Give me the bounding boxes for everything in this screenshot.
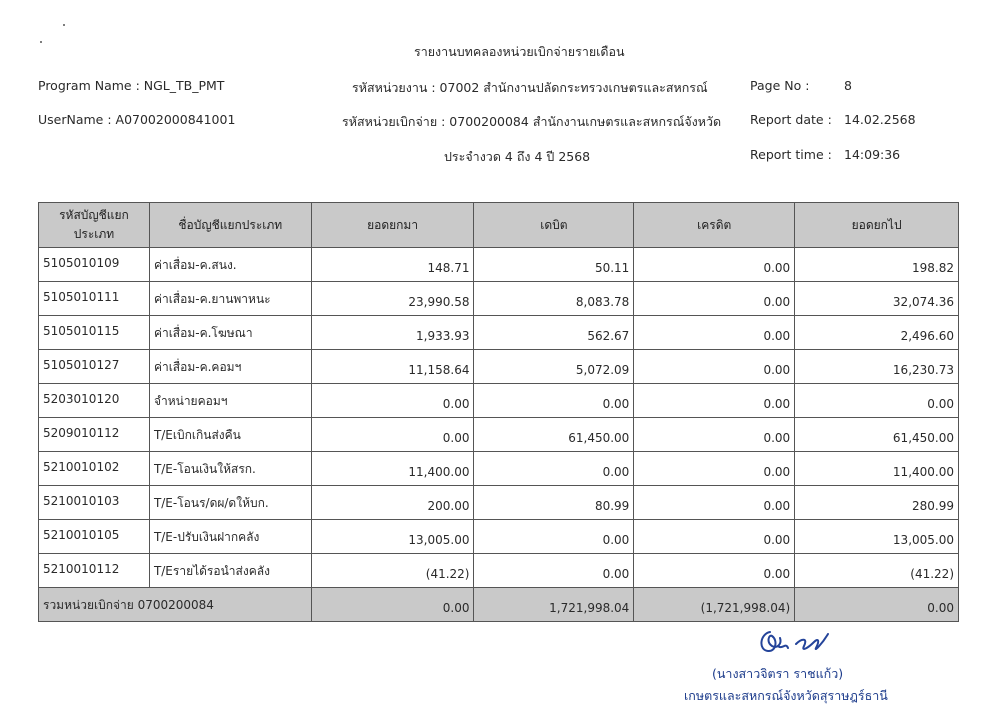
debit: 0.00 xyxy=(474,452,634,486)
table-row xyxy=(39,486,959,520)
account-code: 5210010102 xyxy=(39,452,150,486)
debit: 0.00 xyxy=(474,554,634,588)
handwritten-signature xyxy=(752,624,832,660)
account-name: ค่าเสื่อม-ค.โฆษณา xyxy=(149,316,311,350)
table-row xyxy=(39,520,959,554)
header-account-name: ชื่อบัญชีแยกประเภท xyxy=(149,203,311,248)
carried-forward: 16,230.73 xyxy=(795,350,959,384)
total-label: รวมหน่วยเบิกจ่าย 0700200084 xyxy=(39,588,312,622)
brought-forward: 200.00 xyxy=(311,486,474,520)
date-value: 14.02.2568 xyxy=(844,112,916,127)
table-row xyxy=(39,316,959,350)
credit: 0.00 xyxy=(634,282,795,316)
period-line: ประจำงวด 4 ถึง 4 ปี 2568 xyxy=(444,149,591,164)
total-carried-forward: 0.00 xyxy=(795,588,959,622)
username: UserName : A07002000841001 xyxy=(38,112,236,127)
carried-forward: 13,005.00 xyxy=(795,520,959,554)
account-name: จำหน่ายคอมฯ xyxy=(149,384,311,418)
credit: 0.00 xyxy=(634,350,795,384)
brought-forward: 148.71 xyxy=(311,248,474,282)
header-debit: เดบิต xyxy=(474,203,634,248)
credit: 0.00 xyxy=(634,554,795,588)
brought-forward: 0.00 xyxy=(311,418,474,452)
debit: 5,072.09 xyxy=(474,350,634,384)
account-code: 5203010120 xyxy=(39,384,150,418)
program-name: Program Name : NGL_TB_PMT xyxy=(38,78,225,93)
credit: 0.00 xyxy=(634,418,795,452)
header-account-code: รหัสบัญชีแยกประเภท xyxy=(39,203,150,248)
disbursing-line: รหัสหน่วยเบิกจ่าย : 0700200084 สำนักงานเกษตรและสหกรณ์จังหวัด xyxy=(342,114,722,129)
time-label: Report time : xyxy=(750,147,832,162)
brought-forward: 11,400.00 xyxy=(311,452,474,486)
account-code: 5105010115 xyxy=(39,316,150,350)
table-row xyxy=(39,418,959,452)
carried-forward: 61,450.00 xyxy=(795,418,959,452)
carried-forward: 2,496.60 xyxy=(795,316,959,350)
brought-forward: 11,158.64 xyxy=(311,350,474,384)
credit: 0.00 xyxy=(634,520,795,554)
carried-forward: 32,074.36 xyxy=(795,282,959,316)
header-credit: เครดิต xyxy=(634,203,795,248)
brought-forward: 13,005.00 xyxy=(311,520,474,554)
debit: 0.00 xyxy=(474,520,634,554)
table-row xyxy=(39,248,959,282)
account-code: 5210010112 xyxy=(39,554,150,588)
account-code: 5105010111 xyxy=(39,282,150,316)
time-value: 14:09:36 xyxy=(844,147,901,162)
table-header-row xyxy=(39,203,959,248)
table-row xyxy=(39,282,959,316)
account-name: ค่าเสื่อม-ค.สนง. xyxy=(149,248,311,282)
debit: 562.67 xyxy=(474,316,634,350)
carried-forward: 11,400.00 xyxy=(795,452,959,486)
account-name: T/Eรายได้รอนำส่งคลัง xyxy=(149,554,311,588)
table-row xyxy=(39,452,959,486)
account-code: 5210010103 xyxy=(39,486,150,520)
signatory-org: เกษตรและสหกรณ์จังหวัดสุราษฎร์ธานี xyxy=(684,688,888,703)
page-label: Page No : xyxy=(750,78,810,93)
page-value: 8 xyxy=(844,78,852,93)
date-label: Report date : xyxy=(750,112,832,127)
table-row xyxy=(39,350,959,384)
brought-forward: (41.22) xyxy=(311,554,474,588)
table-row xyxy=(39,554,959,588)
account-code: 5105010127 xyxy=(39,350,150,384)
header-carried-forward: ยอดยกไป xyxy=(795,203,959,248)
debit: 61,450.00 xyxy=(474,418,634,452)
carried-forward: (41.22) xyxy=(795,554,959,588)
credit: 0.00 xyxy=(634,384,795,418)
debit: 80.99 xyxy=(474,486,634,520)
carried-forward: 0.00 xyxy=(795,384,959,418)
debit: 8,083.78 xyxy=(474,282,634,316)
account-name: T/Eเบิกเกินส่งคืน xyxy=(149,418,311,452)
brought-forward: 23,990.58 xyxy=(311,282,474,316)
carried-forward: 280.99 xyxy=(795,486,959,520)
credit: 0.00 xyxy=(634,248,795,282)
table-row xyxy=(39,384,959,418)
credit: 0.00 xyxy=(634,316,795,350)
scan-speck xyxy=(63,24,65,26)
credit: 0.00 xyxy=(634,452,795,486)
total-row xyxy=(39,588,959,622)
account-name: ค่าเสื่อม-ค.คอมฯ xyxy=(149,350,311,384)
agency-line: รหัสหน่วยงาน : 07002 สำนักงานปลัดกระทรวงเกษตรและสหกรณ์ xyxy=(352,80,708,95)
account-code: 5209010112 xyxy=(39,418,150,452)
brought-forward: 1,933.93 xyxy=(311,316,474,350)
account-name: T/E-ปรับเงินฝากคลัง xyxy=(149,520,311,554)
trial-balance-table xyxy=(38,202,959,622)
total-debit: 1,721,998.04 xyxy=(474,588,634,622)
total-brought-forward: 0.00 xyxy=(311,588,474,622)
account-code: 5210010105 xyxy=(39,520,150,554)
scan-speck xyxy=(40,41,42,43)
debit: 0.00 xyxy=(474,384,634,418)
brought-forward: 0.00 xyxy=(311,384,474,418)
credit: 0.00 xyxy=(634,486,795,520)
account-name: ค่าเสื่อม-ค.ยานพาหนะ xyxy=(149,282,311,316)
total-credit: (1,721,998.04) xyxy=(634,588,795,622)
account-name: T/E-โอนร/ดผ/ดให้บก. xyxy=(149,486,311,520)
signatory-name: (นางสาวจิตรา ราชแก้ว) xyxy=(712,666,844,681)
carried-forward: 198.82 xyxy=(795,248,959,282)
header-brought-forward: ยอดยกมา xyxy=(311,203,474,248)
debit: 50.11 xyxy=(474,248,634,282)
account-code: 5105010109 xyxy=(39,248,150,282)
report-title: รายงานบทคลองหน่วยเบิกจ่ายรายเดือน xyxy=(414,44,625,59)
account-name: T/E-โอนเงินให้สรก. xyxy=(149,452,311,486)
